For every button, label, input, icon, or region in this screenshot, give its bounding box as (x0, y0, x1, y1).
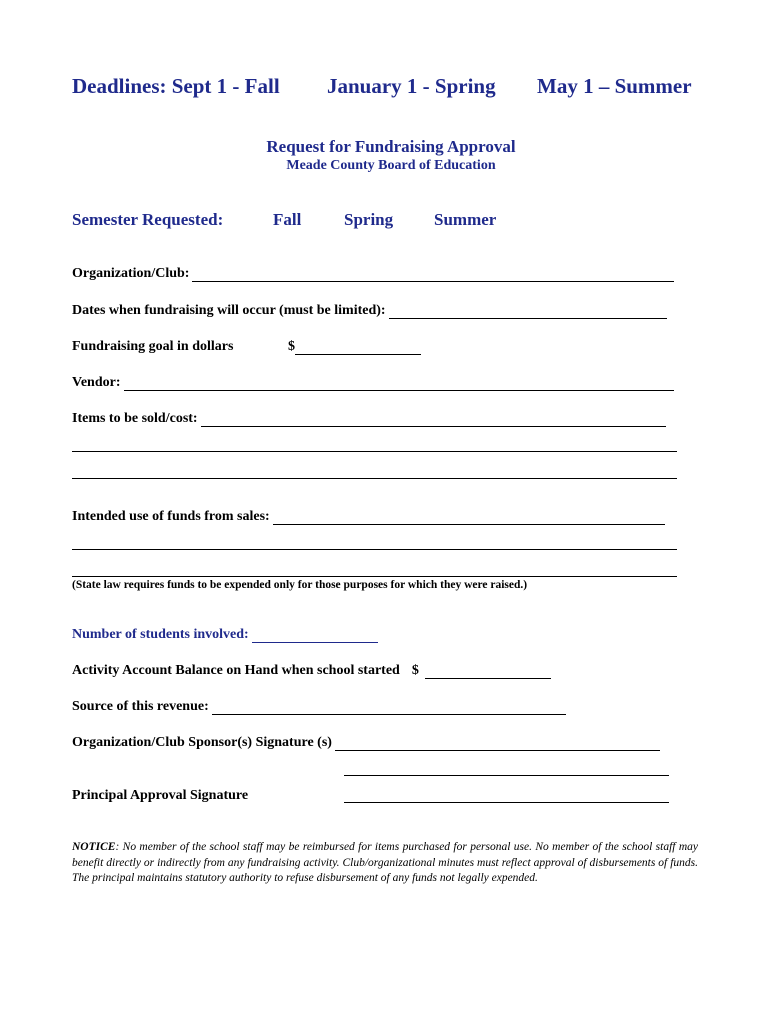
vendor-field (72, 375, 674, 391)
goal-label: Fundraising goal in dollars (72, 339, 234, 354)
dates-field (72, 303, 667, 319)
principal-signature-field (72, 788, 248, 804)
intended-use-extra-line-2[interactable] (72, 576, 677, 577)
balance-field (72, 663, 551, 679)
intended-use-input-line[interactable] (273, 510, 665, 525)
notice-label: NOTICE (72, 841, 116, 853)
semester-option-summer[interactable]: Summer (434, 210, 497, 229)
goal-dollar-sign: $ (288, 339, 295, 354)
form-title: Request for Fundraising Approval (266, 137, 516, 156)
balance-input-line[interactable] (425, 664, 551, 679)
items-label: Items to be sold/cost: (72, 411, 198, 426)
balance-dollar-sign: $ (411, 663, 419, 678)
notice-text: : No member of the school staff may be reimbursed for items purchased for personal use. No member of the school staff may benefit directly or indirectly from any fundraising activity. Club/organizational minutes must reflect approval of disbursements of funds. The principal maintains statutory authority to refuse disbursement of any funds not legally expended. (72, 841, 698, 884)
organization-label: Organization/Club: (72, 266, 190, 281)
sponsor-signature-label: Organization/Club Sponsor(s) Signature (s) (72, 735, 332, 750)
deadline-spring: January 1 - Spring (327, 74, 496, 98)
semester-label: Semester Requested: (72, 210, 224, 229)
principal-signature-line[interactable] (344, 802, 669, 803)
students-field (72, 627, 378, 643)
semester-option-spring[interactable]: Spring (344, 210, 394, 229)
deadline-summer: May 1 – Summer (537, 74, 692, 98)
state-law-note: (State law requires funds to be expended only for those purposes for which they were raised.) (72, 579, 528, 591)
dates-input-line[interactable] (389, 304, 667, 319)
goal-input-line[interactable] (295, 340, 421, 355)
principal-signature-label: Principal Approval Signature (72, 788, 249, 803)
intended-use-extra-line-1[interactable] (72, 549, 677, 550)
source-input-line[interactable] (212, 700, 566, 715)
goal-amount (288, 339, 421, 355)
items-field (72, 411, 666, 427)
sponsor-signature-field (72, 735, 660, 751)
goal-field (72, 339, 233, 355)
items-extra-line-1[interactable] (72, 451, 677, 452)
items-extra-line-2[interactable] (72, 478, 677, 479)
source-label: Source of this revenue: (72, 699, 209, 714)
organization-input-line[interactable] (192, 267, 674, 282)
form-subtitle: Meade County Board of Education (286, 158, 496, 173)
organization-field (72, 266, 674, 282)
source-field (72, 699, 566, 715)
vendor-label: Vendor: (72, 375, 121, 390)
intended-use-label: Intended use of funds from sales: (72, 509, 270, 524)
sponsor-signature-line-1[interactable] (335, 736, 660, 751)
students-input-line[interactable] (252, 628, 378, 643)
dates-label: Dates when fundraising will occur (must be limited): (72, 303, 386, 318)
intended-use-field (72, 509, 665, 525)
sponsor-signature-line-2[interactable] (344, 775, 669, 776)
notice-paragraph (72, 840, 698, 887)
vendor-input-line[interactable] (124, 376, 674, 391)
semester-option-fall[interactable]: Fall (273, 210, 302, 229)
students-label: Number of students involved: (72, 627, 249, 642)
items-input-line[interactable] (201, 412, 666, 427)
balance-label: Activity Account Balance on Hand when school started (72, 663, 400, 678)
deadline-fall: Deadlines: Sept 1 - Fall (72, 74, 280, 98)
